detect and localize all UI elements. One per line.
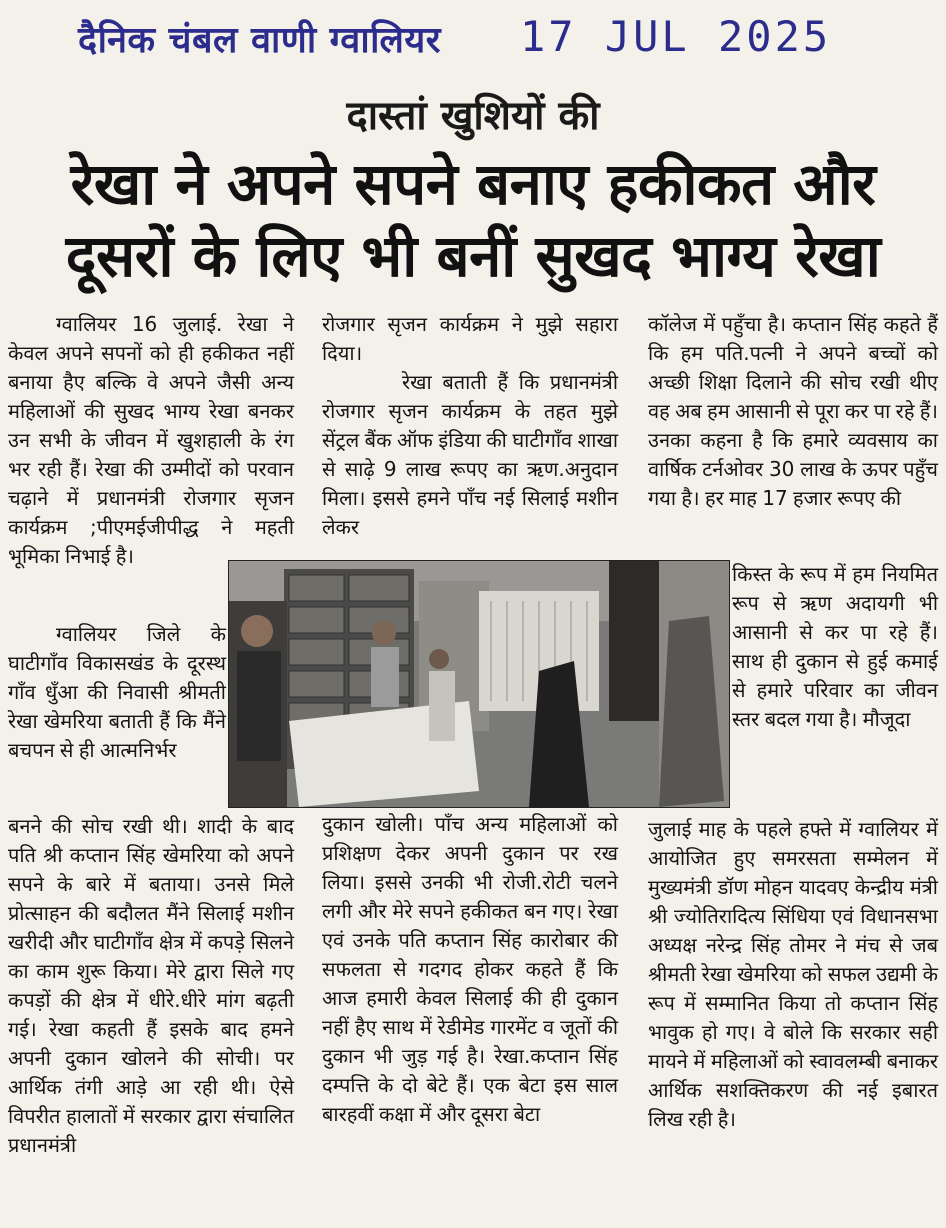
newspaper-name: दैनिक चंबल वाणी ग्वालियर	[78, 20, 441, 61]
article-column-3-middle	[732, 560, 938, 810]
paragraph: दुकान खोली। पाँच अन्य महिलाओं को प्रशिक्षण देकर अपनी दुकान पर रख लिया। इससे उनकी भी रोजी.रोटी चलने लगी और मेरे सपने हकीकत बन गए। रेखा एवं उनके पति कप्तान सिंह कारोबार की सफलता से गदगद होकर कहते हैं कि आज हमारी केवल सिलाई की ही दुकान नहीं हैए साथ में रेडीमेड गारमेंट व जूतों की दुकान भी जुड़ गई है। रेखा.कप्तान सिंह दम्पत्ति के दो बेटे हैं। एक बेटा इस साल बारहवीं कक्षा में और दूसरा बेटा	[322, 812, 618, 1126]
paragraph: बनने की सोच रखी थी। शादी के बाद पति श्री कप्तान सिंह खेमरिया को अपने सपने के बारे में बताया। उनसे मिले प्रोत्साहन की बदौलत मैंने सिलाई मशीन खरीदी और घाटीगाँव क्षेत्र में कपड़े सिलने का काम शुरू किया। मेरे द्वारा सिले गए कपड़ों की क्षेत्र में धीरे.धीरे मांग बढ़ती गई। रेखा कहती हैं इसके बाद हमने अपनी दुकान खोलने की सोची। पर आर्थिक तंगी आड़े आ रही थी। ऐसे विपरीत हालातों में सरकार द्वारा संचालित प्रधानमंत्री	[8, 814, 294, 1157]
kicker-heading: दास्तां खुशियों की	[346, 93, 600, 139]
date-stamp: 17 JUL 2025	[520, 12, 832, 61]
paragraph: रोजगार सृजन कार्यक्रम ने मुझे सहारा दिया।	[322, 312, 618, 365]
article-column-2-top	[322, 310, 618, 558]
shop-photo	[228, 560, 730, 808]
article-column-1-bottom	[8, 812, 294, 1212]
headline: रेखा ने अपने सपने बनाए हकीकत और दूसरों के लिए भी बनीं सुखद भाग्य रेखा	[65, 150, 881, 290]
article-column-1-middle	[8, 620, 226, 810]
article-column-3-top	[648, 310, 938, 558]
paragraph: जुलाई माह के पहले हफ्ते में ग्वालियर में आयोजित हुए समरसता सम्मेलन में मुख्यमंत्री डॉण मोहन यादवए केन्द्रीय मंत्री श्री ज्योतिरादित्य सिंधिया एवं विधानसभा अध्यक्ष नरेन्द्र सिंह तोमर ने मंच से जब श्रीमती रेखा खेमरिया को सफल उद्यमी के रूप में सम्मानित किया तो कप्तान सिंह भावुक हो गए। वे बोले कि सरकार सही मायने में महिलाओं को स्वावलम्बी बनाकर आर्थिक सशक्तिकरण की नई इबारत लिख रही है।	[648, 817, 938, 1131]
paragraph: रेखा बताती हैं कि प्रधानमंत्री रोजगार सृजन कार्यक्रम के तहत मुझे सेंट्रल बैंक ऑफ इंडिया की घाटीगाँव शाखा से साढ़े 9 लाख रूपए का ऋण.अनुदान मिला। इससे हमने पाँच नई सिलाई मशीन लेकर	[322, 370, 618, 539]
paragraph: ग्वालियर 16 जुलाई. रेखा ने केवल अपने सपनों को ही हकीकत नहीं बनाया हैए बल्कि वे अपने जैसी अन्य महिलाओं की सुखद भाग्य रेखा बनकर उन सभी के जीवन में खुशहाली के रंग भर रही हैं। रेखा की उम्मीदों को परवान चढ़ाने में प्रधानमंत्री रोजगार सृजन कार्यक्रम ;पीएमईजीपीद्ध ने महती भूमिका निभाई है।	[8, 312, 294, 568]
paragraph: किस्त के रूप में हम नियमित रूप से ऋण अदायगी भी आसानी से कर पा रहे हैं। साथ ही दुकान से हुई कमाई से हमारे परिवार का जीवन स्तर बदल गया है। मौजूदा	[732, 562, 938, 731]
article-column-3-bottom	[648, 815, 938, 1215]
masthead	[0, 0, 946, 82]
paragraph: ग्वालियर जिले के घाटीगाँव विकासखंड के दूरस्थ गाँव धुँआ की निवासी श्रीमती रेखा खेमरिया बताती हैं कि मैंने बचपन से ही आत्मनिर्भर	[8, 622, 226, 762]
shop-photo-icon	[229, 561, 729, 807]
paragraph: कॉलेज में पहुँचा है। कप्तान सिंह कहते हैं कि हम पति.पत्नी ने अपने बच्चों को अच्छी शिक्षा दिलाने की सोच रखी थीए वह अब हम आसानी से पूरा कर पा रहे हैं। उनका कहना है कि हमारे व्यवसाय का वार्षिक टर्नओवर 30 लाख के ऊपर पहुँच गया है। हर माह 17 हजार रूपए की	[648, 312, 938, 510]
article-column-2-bottom	[322, 810, 618, 1215]
